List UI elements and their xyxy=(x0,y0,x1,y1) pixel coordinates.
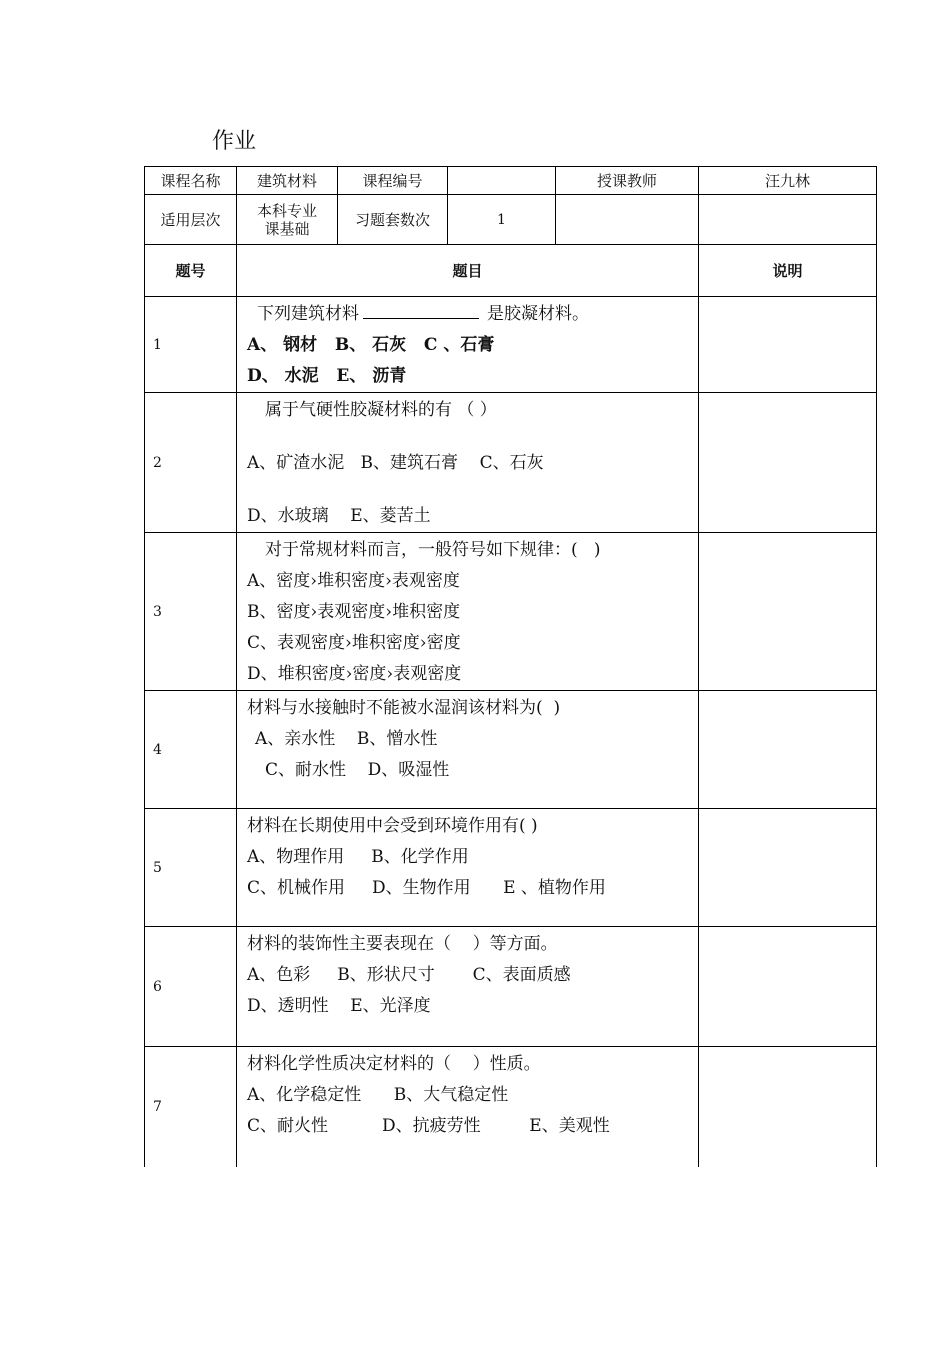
option-line: C、表观密度›堆积密度›密度 xyxy=(247,633,461,653)
question-row-1 xyxy=(145,297,877,393)
header-row-2 xyxy=(145,195,877,245)
empty-cell-b xyxy=(699,195,877,245)
question-number: 3 xyxy=(145,533,237,691)
col-number-header: 题号 xyxy=(145,245,237,297)
question-body xyxy=(237,809,699,927)
question-stem: 材料的装饰性主要表现在（ ）等方面。 xyxy=(247,934,558,954)
question-row-6 xyxy=(145,927,877,1047)
empty-cell-a xyxy=(556,195,699,245)
level-label: 适用层次 xyxy=(145,195,237,245)
column-header-row xyxy=(145,245,877,297)
option-line: A、矿渣水泥 B、建筑石膏 C、石灰 xyxy=(247,453,544,473)
question-number: 1 xyxy=(145,297,237,393)
option-line: C、耐火性 D、抗疲劳性 E、美观性 xyxy=(247,1116,610,1136)
question-row-2 xyxy=(145,393,877,533)
question-body xyxy=(237,927,699,1047)
course-code-value xyxy=(448,167,556,195)
teacher-label: 授课教师 xyxy=(556,167,699,195)
set-number-value: 1 xyxy=(448,195,556,245)
question-body xyxy=(237,393,699,533)
question-stem: 对于常规材料而言，一般符号如下规律：( ) xyxy=(265,540,601,560)
option-line: A、密度›堆积密度›表观密度 xyxy=(247,571,460,591)
option-line: A、色彩 B、形状尺寸 C、表面质感 xyxy=(247,965,571,985)
notes-cell xyxy=(699,533,877,691)
notes-cell xyxy=(699,691,877,809)
set-label: 习题套数次 xyxy=(338,195,448,245)
question-body xyxy=(237,1047,699,1167)
question-body xyxy=(237,297,699,393)
question-row-7 xyxy=(145,1047,877,1167)
option-line: A、 钢材 B、 石灰 C 、石膏 xyxy=(247,335,495,355)
option-line: C、耐水性 D、吸湿性 xyxy=(265,760,450,780)
question-body xyxy=(237,533,699,691)
option-line: A、物理作用 B、化学作用 xyxy=(247,847,469,867)
option-line: D、透明性 E、光泽度 xyxy=(247,996,431,1016)
col-notes-header: 说明 xyxy=(699,245,877,297)
teacher-value: 汪九林 xyxy=(699,167,877,195)
course-name-value: 建筑材料 xyxy=(237,167,338,195)
notes-cell xyxy=(699,809,877,927)
stem-text: 下列建筑材料 xyxy=(257,304,359,324)
stem-text-end: 是胶凝材料。 xyxy=(487,304,589,324)
question-stem: 属于气硬性胶凝材料的有 （ ） xyxy=(265,400,497,420)
notes-cell xyxy=(699,393,877,533)
course-name-label: 课程名称 xyxy=(145,167,237,195)
option-line: C、机械作用 D、生物作用 E 、植物作用 xyxy=(247,878,606,898)
homework-table xyxy=(144,166,877,1167)
notes-cell xyxy=(699,1047,877,1167)
col-question-header: 题目 xyxy=(237,245,699,297)
question-row-4 xyxy=(145,691,877,809)
answer-blank xyxy=(363,304,479,319)
option-line: D、堆积密度›密度›表观密度 xyxy=(247,664,462,684)
level-text: 本科专业课基础 xyxy=(256,201,317,238)
question-number: 4 xyxy=(145,691,237,809)
level-value xyxy=(237,195,338,245)
option-line: A、亲水性 B、憎水性 xyxy=(255,729,438,749)
option-line: B、密度›表观密度›堆积密度 xyxy=(247,602,461,622)
question-stem: 材料化学性质决定材料的（ ）性质。 xyxy=(247,1054,541,1074)
question-number: 6 xyxy=(145,927,237,1047)
question-stem xyxy=(247,299,698,330)
option-line: D、 水泥 E、 沥青 xyxy=(247,366,407,386)
option-line: A、化学稳定性 B、大气稳定性 xyxy=(247,1085,509,1105)
notes-cell xyxy=(699,927,877,1047)
option-line: D、水玻璃 E、菱苦土 xyxy=(247,506,431,526)
question-row-5 xyxy=(145,809,877,927)
question-row-3 xyxy=(145,533,877,691)
header-row-1 xyxy=(145,167,877,195)
question-body xyxy=(237,691,699,809)
question-number: 7 xyxy=(145,1047,237,1167)
question-number: 5 xyxy=(145,809,237,927)
question-number: 2 xyxy=(145,393,237,533)
question-stem: 材料在长期使用中会受到环境作用有( ) xyxy=(247,816,538,836)
notes-cell xyxy=(699,297,877,393)
course-code-label: 课程编号 xyxy=(338,167,448,195)
question-stem: 材料与水接触时不能被水湿润该材料为( ) xyxy=(247,698,561,718)
document-title: 作业 xyxy=(212,129,257,154)
